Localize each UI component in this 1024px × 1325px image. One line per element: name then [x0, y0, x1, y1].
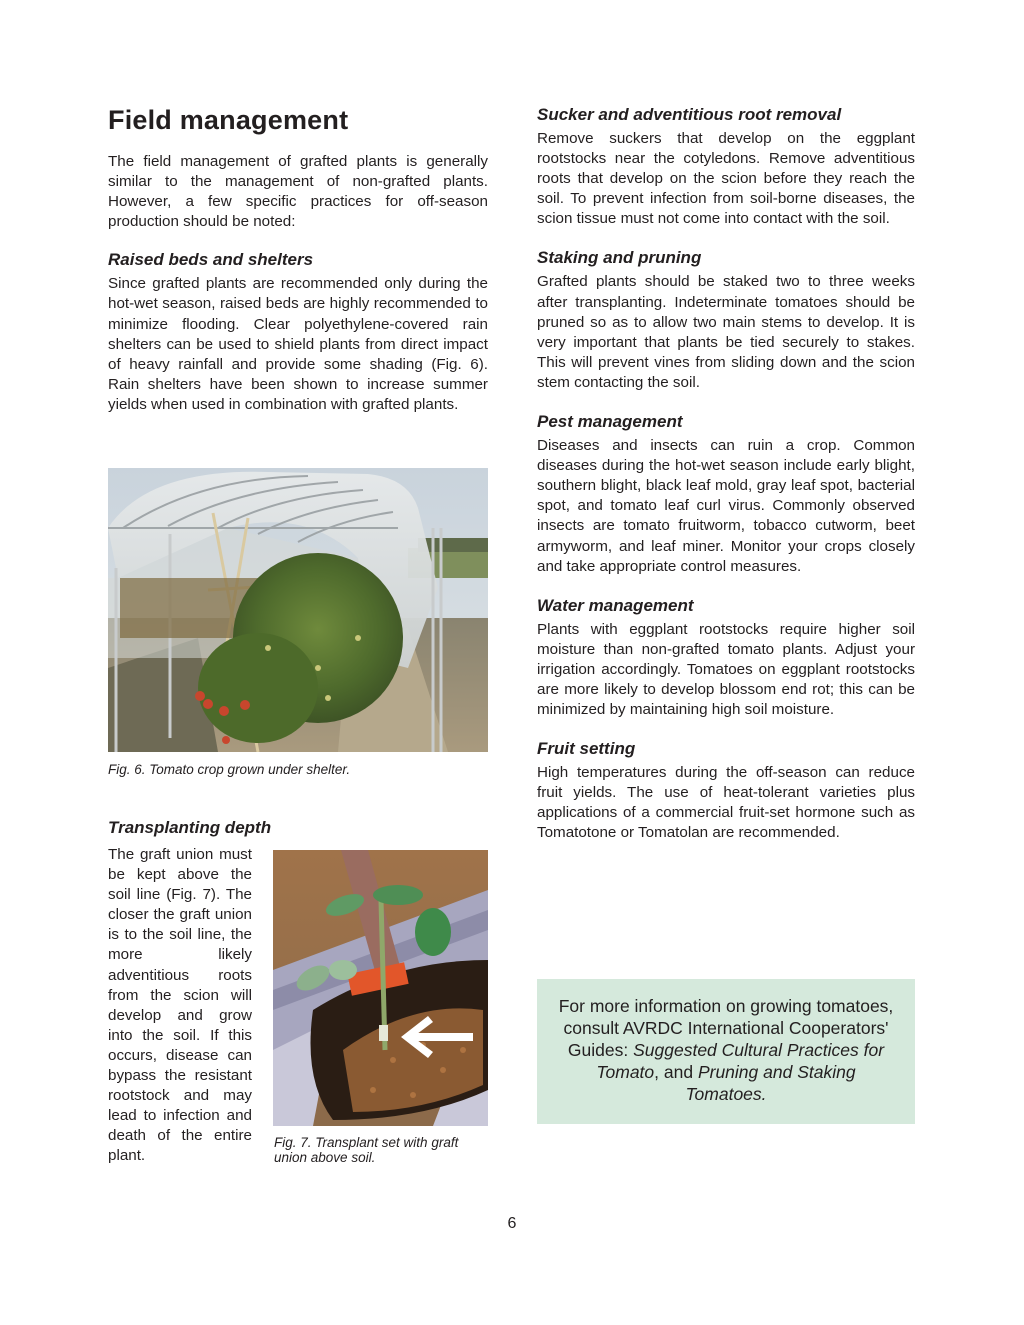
section-body: Grafted plants should be staked two to three weeks after transplanting. Indeterminate tomatoes should be pruned so as to allow two main stems to develop. It is very important that plants be tied securely to stakes. This will prevent vines from sliding down and the scion stem contacting the soil. [537, 273, 915, 391]
callout-text: For more information on growing tomatoes, consult AVRDC International Cooperators' Guides: [558, 996, 894, 1060]
section-body: Since grafted plants are recommended only during the hot-wet season, raised beds are highly recommended to minimize flooding. Clear polyethylene-covered rain shelters can be used to shield plants from direct impact of heavy rainfall and provide some shading (Fig. 6). Rain shelters have been shown to increase summer yields when used in combination with grafted plants. [108, 275, 488, 413]
section-transplanting-depth [108, 817, 488, 842]
section-sucker-removal [537, 104, 915, 229]
section-heading: Sucker and adventitious root removal [537, 105, 842, 124]
section-water-management [537, 595, 915, 720]
left-column [108, 100, 488, 433]
section-body: Plants with eggplant rootstocks require higher soil moisture than non-grafted tomato plants. Adjust your irrigation accordingly. Tomatoes on eggplant rootstocks are more likely to develop blossom end rot; this can be minimized by maintaining high soil moisture. [537, 620, 915, 719]
callout-joiner: , and [654, 1062, 698, 1082]
intro-paragraph: The field management of grafted plants is generally similar to the management of non-grafted plants. However, a few specific practices for off-season production should be noted: [108, 153, 488, 231]
more-info-callout [537, 979, 915, 1124]
section-body: High temperatures during the off-season can reduce fruit yields. The use of heat-tolerant varieties plus applications of a commercial fruit-set hormone such as Tomatotone or Tomatolan are recommended. [537, 764, 915, 842]
transplanting-text [108, 845, 252, 1167]
section-heading: Water management [537, 595, 694, 615]
section-heading: Raised beds and shelters [108, 250, 314, 270]
section-body: Remove suckers that develop on the eggplant rootstocks near the cotyledons. Remove adventitious roots that develop on the scion before they reach the soil. To prevent infection from soil-borne diseases, the scion tissue must not come into contact with the soil. [537, 130, 915, 228]
section-fruit-setting [537, 738, 915, 843]
section-body: Diseases and insects can ruin a crop. Common diseases during the hot-wet season include early blight, southern blight, black leaf mold, gray leaf spot, bacterial spot, and tomato leaf curl virus. Commonly observed insects are tomato fruitworm, tobacco cutworm, beet armyworm, and leaf miner. Monitor your crops closely and take appropriate control measures. [537, 437, 915, 575]
section-heading: Fruit setting [537, 739, 636, 759]
section-raised-beds [108, 249, 488, 415]
page-title: Field management [108, 105, 349, 135]
section-staking-pruning [537, 247, 915, 393]
section-heading: Staking and pruning [537, 248, 702, 268]
guide-title-cultural-practices: Suggested Cultural Practices for Tomato [596, 1040, 885, 1082]
guide-title-pruning-staking: Pruning and Staking Tomatoes. [685, 1062, 856, 1104]
figure-7-caption: Fig. 7. Transplant set with graft union above soil. [274, 1135, 459, 1165]
figure-6-caption: Fig. 6. Tomato crop grown under shelter. [108, 762, 351, 777]
section-heading: Transplanting depth [108, 818, 272, 837]
page-number: 6 [507, 1215, 517, 1232]
section-pest-management [537, 411, 915, 577]
section-heading: Pest management [537, 412, 683, 432]
figure-7-photo [273, 850, 488, 1126]
figure-6-photo [108, 468, 488, 752]
shelter-photo-icon [108, 468, 488, 752]
seedling-photo-icon [273, 850, 488, 1126]
section-body: The graft union must be kept above the soil line (Fig. 7). The closer the graft union is to the soil line, the more likely adventitious roots from the scion will develop and grow into the soil. If this occurs, disease can bypass the resistant rootstock and may lead to infection and death of the entire plant. [108, 846, 252, 1165]
right-column [537, 104, 915, 862]
